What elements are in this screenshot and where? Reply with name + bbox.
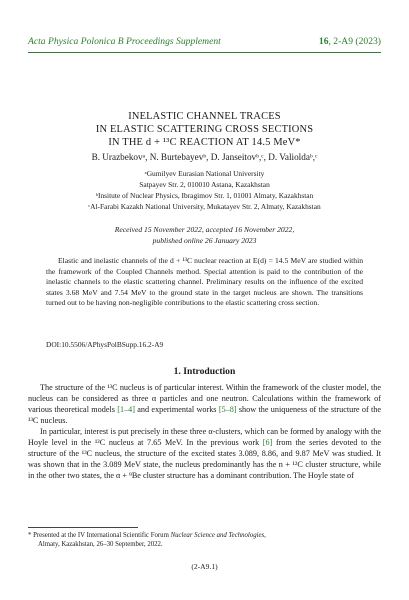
volume-info [319,36,381,47]
affiliation-c: ᶜAl-Farabi Kazakh National University, Mukatayev Str. 2, Almaty, Kazakhstan [88,202,321,211]
journal-name: Acta Physica Polonica B Proceedings Supplement [28,36,221,47]
running-header [28,36,381,50]
title-line-1: INELASTIC CHANNEL TRACES [128,111,281,122]
affiliation-b: ᵇInsitute of Nuclear Physics, Ibragimov Str. 1, 01001 Almaty, Kazakhstan [95,191,314,200]
footnote [28,531,381,549]
title-line-3: IN THE d + ¹³C REACTION AT 14.5 MeV* [108,137,301,148]
affiliation-a-address: Satpayev Str. 2, 010010 Astana, Kazakhstan [139,180,270,189]
paragraph-2 [28,426,381,481]
published-date: published online 26 January 2023 [152,236,257,245]
affiliation-a-name: ᵃGumilyev Eurasian National University [144,169,265,178]
doi-link[interactable]: DOI:10.5506/APhysPolBSupp.16.2-A9 [46,340,164,349]
paragraph-1-text-a: The structure of the ¹³C nucleus is of particular interest. Within the framework of the cluster model, the nucleus can be considered as three α particles and one neutron. Calculations within the framework of various theoretical models [28,383,381,414]
paragraph-1 [28,382,381,426]
volume-number: 16 [318,36,329,47]
paragraph-1-text-b: and experimental works [134,405,219,414]
abstract [46,256,363,309]
footnote-forum-name: Nuclear Science and Technologies, [170,532,266,539]
author-list: B. Urazbekovᵃ, N. Burtebayevᵇ, D. Janseitovᵇ,ᶜ, D. Valioldaᵇ,ᶜ [91,152,318,162]
paragraph-2-text-b: from the series devoted to the structure of the ¹³C nucleus, the structure of the excited states 3.089, 8.86, and 9.87 MeV was studied. It was shown that in the 3.089 MeV state, the nucleus predominantly has the n + ¹²C cluster structure, while in the other two states, the α + ⁹Be cluster structure has a dominant contribution. The Hoyle state of [28,438,381,480]
title-line-2: IN ELASTIC SCATTERING CROSS SECTIONS [95,124,314,135]
paper-title [28,110,381,149]
paragraph-1-text-c: show the uniqueness of the structure of the ¹³C nucleus. [28,405,382,425]
page-number: (2-A9.1) [191,562,218,571]
footnote-line-2: Almaty, Kazakhstan, 26–30 September, 2022. [38,541,163,548]
affiliations [20,168,389,212]
header-rule [28,52,381,53]
received-date: Received 15 November 2022, accepted 16 November 2022, [114,225,295,234]
publication-dates [28,224,381,246]
issue-info: , 2-A9 (2023) [328,36,381,47]
body-text [28,382,381,481]
paragraph-2-text-a: In particular, interest is put precisely in these three α-clusters, which can be formed by analogy with the Hoyle level in the ¹²C nucleus at 7.65 MeV. In the previous work [28,427,381,447]
citation-link[interactable]: [6] [262,438,273,447]
footnote-line-1a: * Presented at the IV International Scientific Forum [28,532,171,539]
footnote-rule [28,527,138,528]
abstract-text: Elastic and inelastic channels of the d + ¹³C nuclear reaction at E(d) = 14.5 MeV are studied within the framework of the Coupled Channels method. Special attention is paid to the contribution of the inelastic channels to the elastic scattering channel. Preliminary results on the influence of the excited states 3.68 MeV and 7.54 MeV to the ground state in the target nucleus are shown. The transitions turned out to be having non-negligible contributions to the elastic scattering cross section. [46,256,363,307]
citation-link[interactable]: [5–8] [218,405,237,414]
citation-link[interactable]: [1–4] [117,405,135,414]
section-heading: 1. Introduction [173,366,236,377]
